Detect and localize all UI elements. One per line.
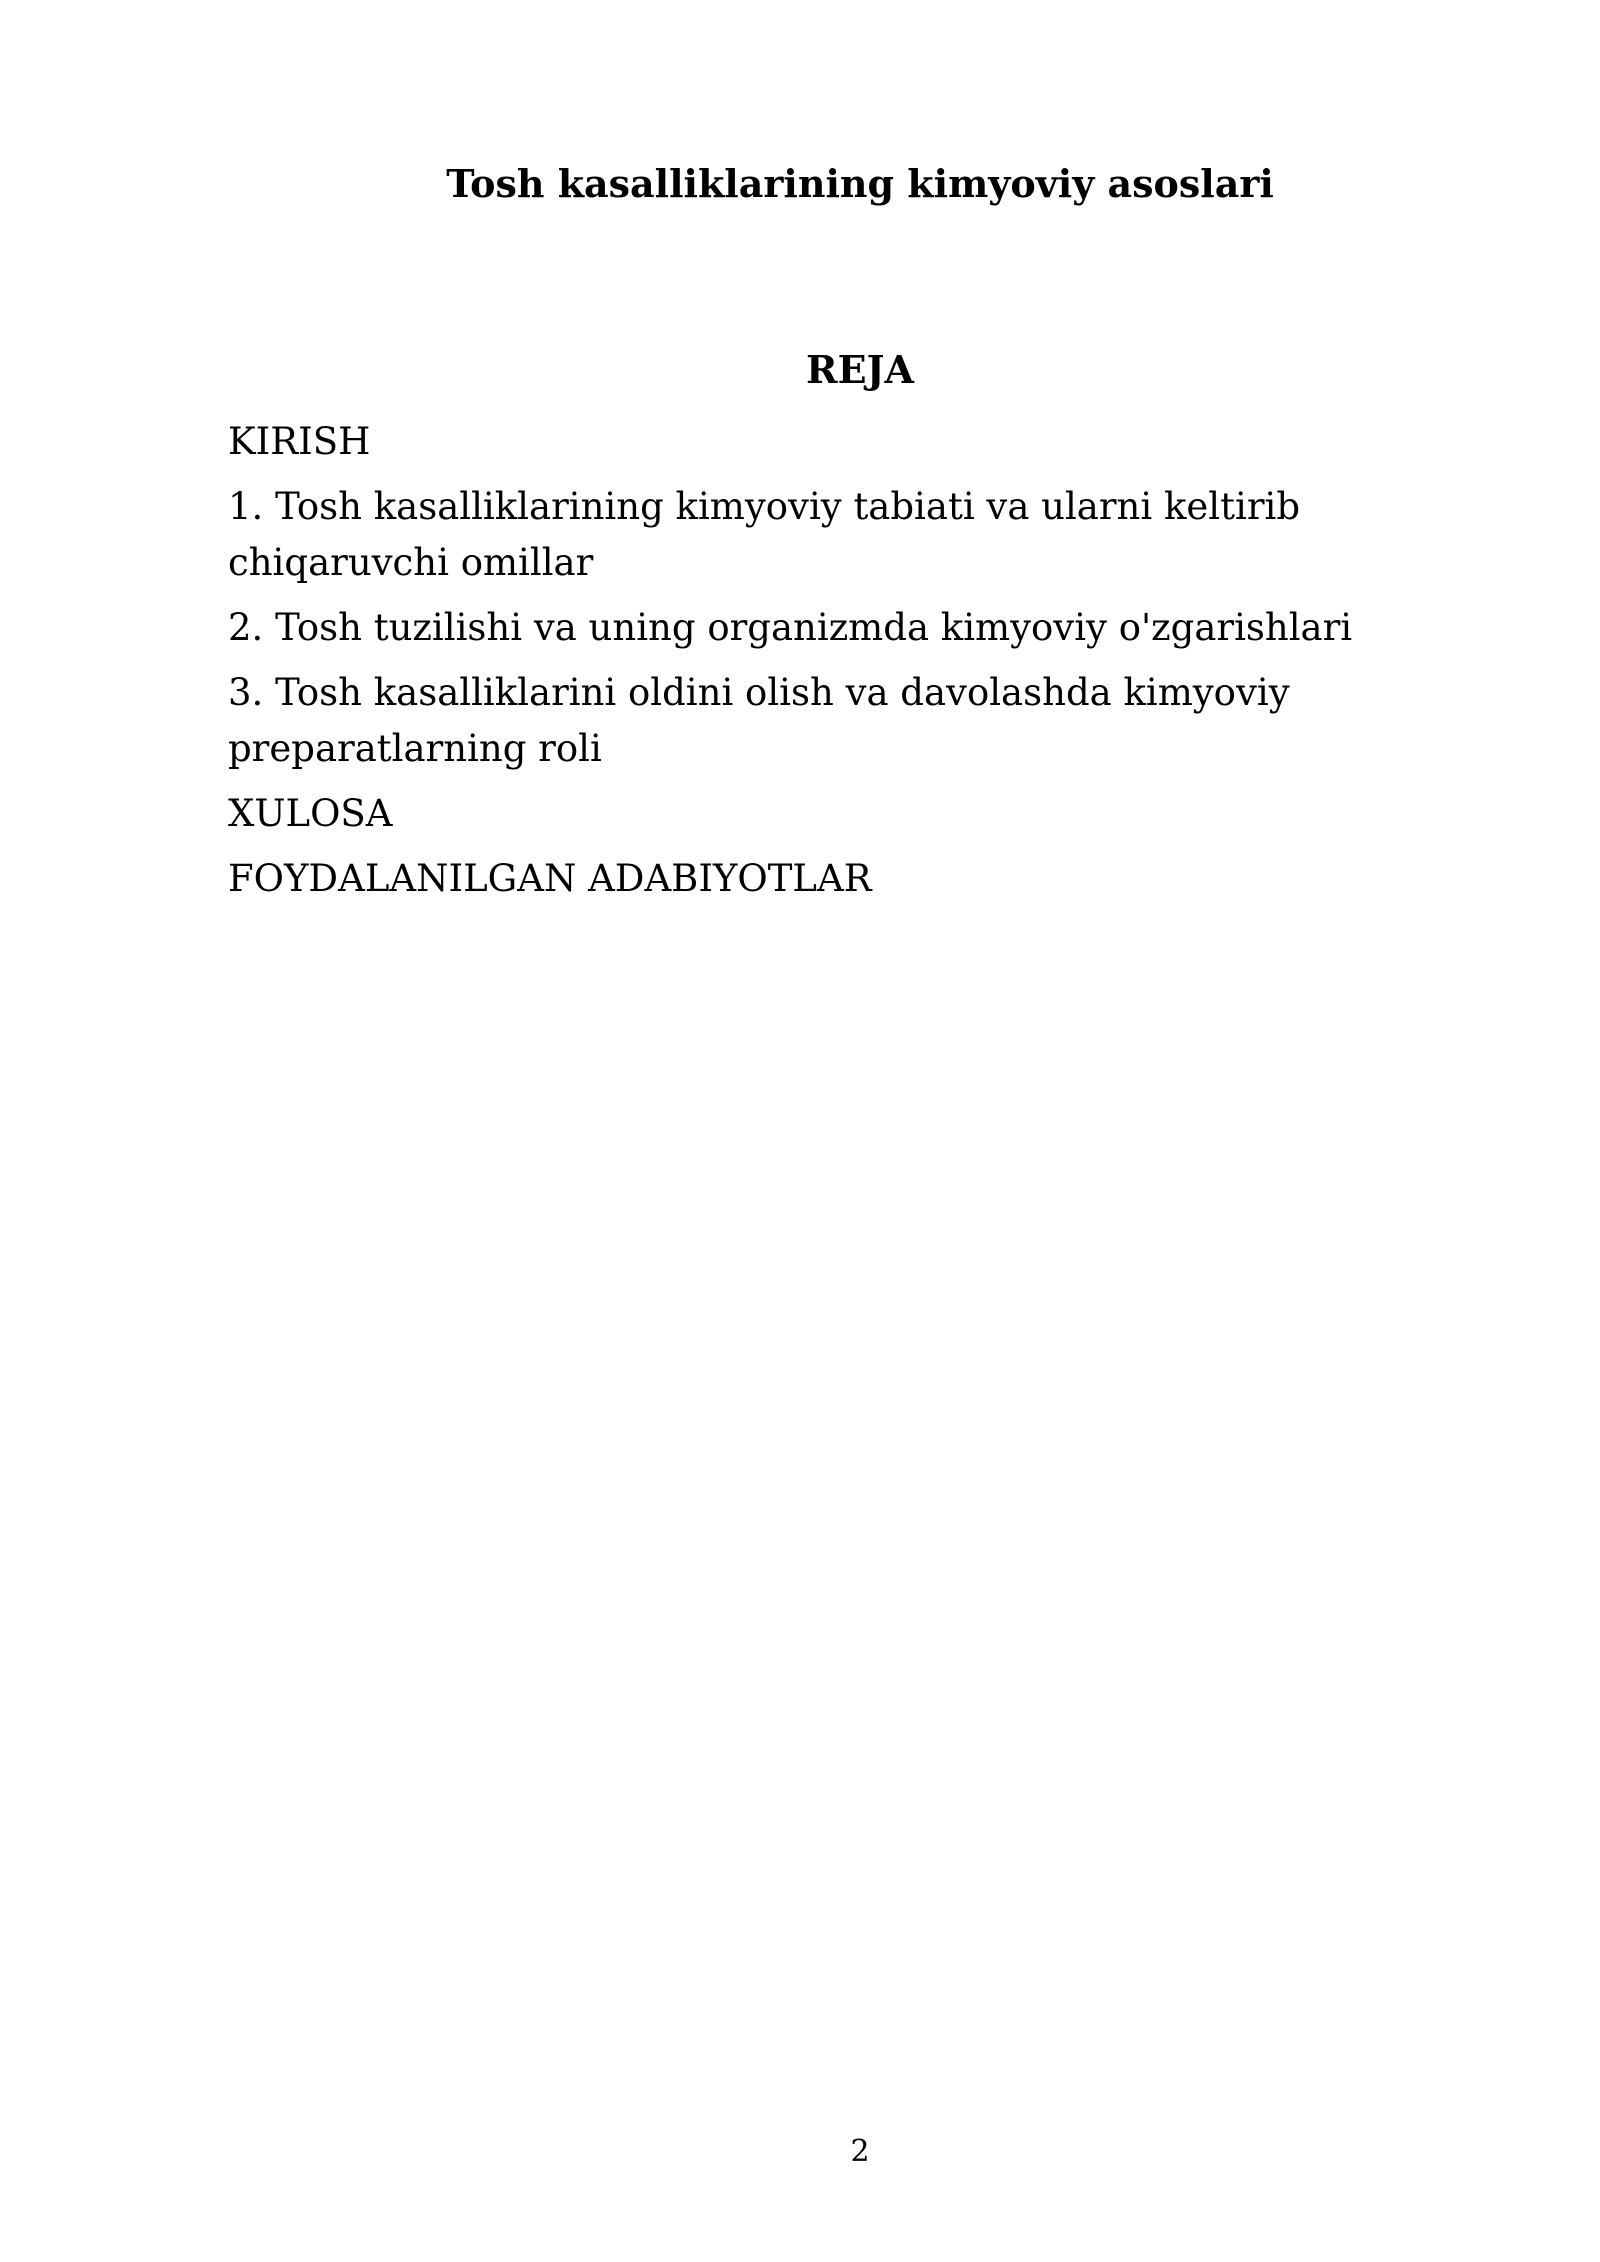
page-number: 2 — [850, 2134, 870, 2169]
document-title: Tosh kasalliklarining kimyoviy asoslari — [446, 161, 1274, 206]
plan-item-introduction: KIRISH — [228, 420, 371, 463]
plan-heading: REJA — [805, 347, 914, 392]
plan-item-conclusion: XULOSA — [228, 792, 393, 835]
plan-item-references: FOYDALANILGAN ADABIYOTLAR — [228, 857, 872, 900]
plan-item-3: 3. Tosh kasalliklarini oldini olish va davolashda kimyoviy preparatlarning roli — [228, 671, 1290, 770]
plan-item-2: 2. Tosh tuzilishi va uning organizmda kimyoviy o'zgarishlari — [228, 606, 1353, 649]
plan-list — [228, 414, 1408, 916]
plan-item-1: 1. Tosh kasalliklarining kimyoviy tabiati va ularni keltirib chiqaruvchi omillar — [228, 485, 1301, 584]
